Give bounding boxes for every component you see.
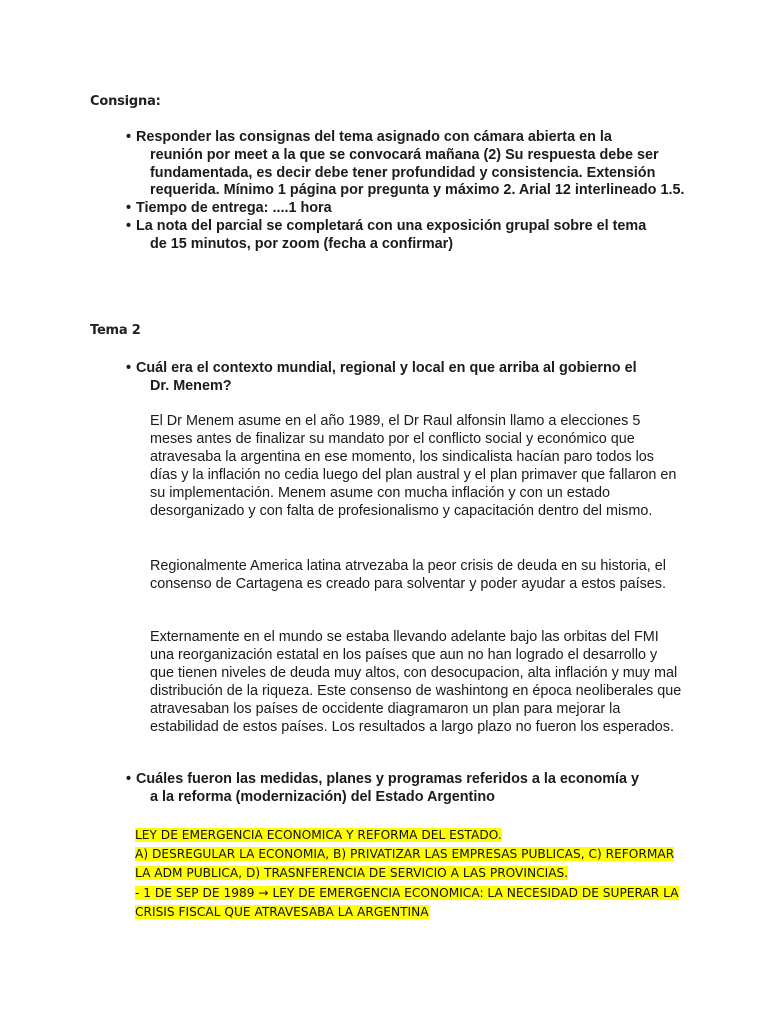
answer-paragraph-regional: Regionalmente America latina atrvezaba la peor crisis de deuda en su historia, el consenso de Cartagena es creado para solventar y poder ayudar a estos países. [150, 558, 666, 592]
list-item-continuation: de 15 minutos, por zoom (fecha a confirmar) [150, 235, 454, 252]
list-item-text: Tiempo de entrega: ....1 hora [136, 200, 332, 217]
highlighted-answer [135, 826, 685, 922]
list-item-continuation: reunión por meet a la que se convocará mañana (2) Su respuesta debe ser fundamentada, es decir debe tener profundidad y consistencia. Extensión requerida. Mínimo 1 página por pregunta y máximo 2. Arial 12 interlineado 1.5. [150, 146, 685, 199]
question-2-text: Cuáles fueron las medidas, planes y programas referidos a la economía y [136, 771, 640, 787]
question-1-list [126, 360, 686, 396]
question-1-continuation: Dr. Menem? [150, 377, 232, 394]
highlighted-line: A) DESREGULAR LA ECONOMIA, B) PRIVATIZAR LAS EMPRESAS PUBLICAS, C) REFORMAR [135, 847, 675, 862]
tema-heading: Tema 2 [90, 323, 141, 338]
highlighted-line: LA ADM PUBLICA, D) TRASNFERENCIA DE SERVICIO A LAS PROVINCIAS. [135, 866, 569, 881]
list-item-text: La nota del parcial se completará con una exposición grupal sobre el tema [136, 217, 647, 234]
bullet-icon: • [126, 200, 132, 217]
list-item [126, 129, 686, 200]
highlighted-line: LEY DE EMERGENCIA ECONOMICA Y REFORMA DEL ESTADO. [135, 828, 502, 842]
question-2-list [126, 771, 686, 807]
bullet-icon: • [126, 771, 132, 787]
highlighted-line: - 1 DE SEP DE 1989 → LEY DE EMERGENCIA ECONOMICA: LA NECESIDAD DE SUPERAR LA [135, 885, 679, 900]
list-item-text: Responder las consignas del tema asignado con cámara abierta en la [136, 129, 612, 145]
question-1-text: Cuál era el contexto mundial, regional y local en que arriba al gobierno el [136, 360, 637, 376]
question-2 [126, 771, 686, 807]
bullet-icon: • [126, 360, 132, 376]
bullet-icon: • [126, 217, 132, 234]
list-item [126, 200, 686, 218]
bullet-icon: • [126, 129, 132, 145]
consigna-heading: Consigna: [90, 94, 161, 109]
highlighted-line: CRISIS FISCAL QUE ATRAVESABA LA ARGENTINA [135, 904, 429, 919]
question-2-continuation: a la reforma (modernización) del Estado Argentino [150, 788, 495, 805]
question-1 [126, 360, 686, 396]
list-item [126, 218, 686, 254]
answer-paragraph-local: El Dr Menem asume en el año 1989, el Dr Raul alfonsin llamo a elecciones 5 meses antes de finalizar su mandato por el conflicto social y económico que atravesaba la argentina en ese momento, los sindicalista hacían paro todos los días y la inflación no cedia luego del plan austral y el plan primaver que fallaron en su implementación. Menem asume con mucha inflación y con un estado desorganizado y con falta de profesionalismo y capacitación dentro del mismo. [150, 413, 677, 519]
consigna-list [126, 129, 686, 254]
answer-paragraph-global: Externamente en el mundo se estaba llevando adelante bajo las orbitas del FMI una reorganización estatal en los países que aun no han logrado el desarrollo y que tienen niveles de deuda muy altos, con desocupacion, alta inflación y muy mal distribución de la riqueza. Este consenso de washintong en época neoliberales que atravesaban los países de occidente diagramaron un plan para mejorar la estabilidad de estos países. Los resultados a largo plazo no fueron los esperados. [150, 629, 682, 735]
